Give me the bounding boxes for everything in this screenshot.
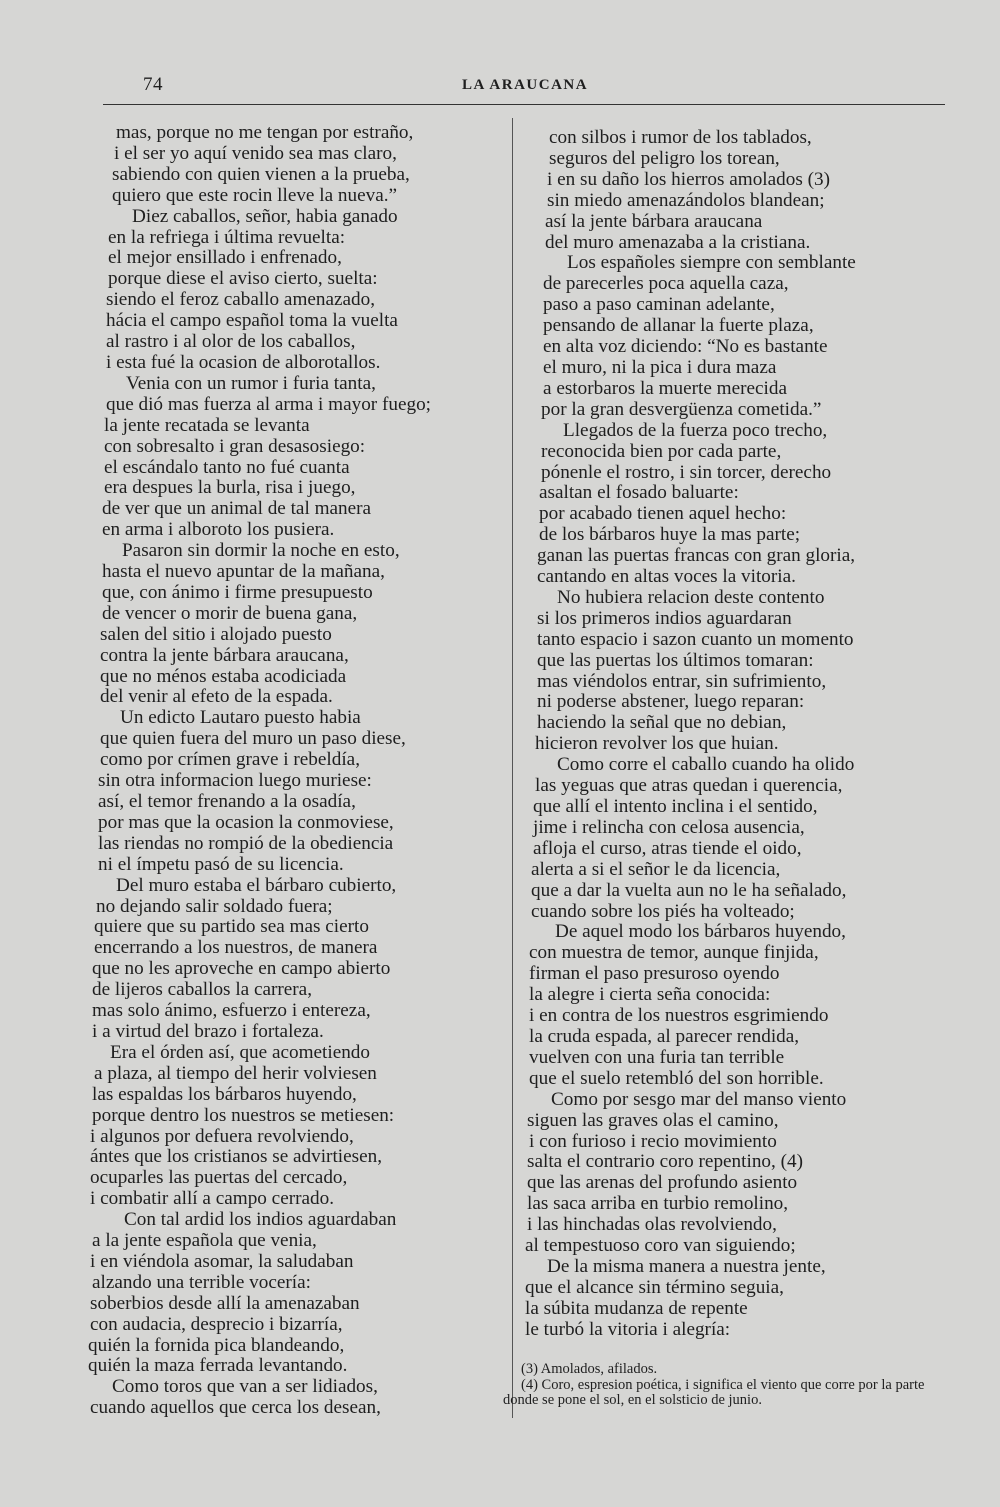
verse-line: que no les aproveche en campo abierto — [92, 958, 391, 980]
verse-line: si los primeros indios aguardaran — [537, 607, 792, 629]
verse-line: cuando sobre los piés ha volteado; — [531, 900, 795, 922]
verse-line: haciendo la señal que no debian, — [537, 712, 787, 734]
verse-line: que las arenas del profundo asiento — [527, 1172, 798, 1194]
verse-line: ni el ímpetu pasó de su licencia. — [98, 853, 344, 875]
verse-line: de ver que un animal de tal manera — [102, 498, 372, 520]
verse-line: porque diese el aviso cierto, suelta: — [108, 268, 378, 290]
verse-line: al rastro i al olor de los caballos, — [106, 331, 356, 353]
verse-line: la súbita mudanza de repente — [525, 1297, 748, 1319]
verse-line: Del muro estaba el bárbaro cubierto, — [116, 874, 397, 896]
verse-line: De la misma manera a nuestra jente, — [547, 1255, 826, 1277]
verse-line: encerrando a los nuestros, de manera — [94, 937, 378, 959]
verse-line: que el suelo retembló del son horrible. — [529, 1067, 824, 1089]
verse-line: que quien fuera del muro un paso diese, — [100, 728, 406, 750]
verse-line: sin otra informacion luego muriese: — [98, 770, 372, 792]
verse-line: que las puertas los últimos tomaran: — [537, 649, 814, 671]
verse-line: por acabado tienen aquel hecho: — [539, 503, 787, 525]
verse-line: las yeguas que atras quedan i querencia, — [535, 775, 843, 797]
verse-line: i las hinchadas olas revolviendo, — [527, 1214, 777, 1236]
verse-line: Con tal ardid los indios aguardaban — [124, 1209, 397, 1231]
verse-line: Venia con un rumor i furia tanta, — [126, 372, 376, 394]
verse-line: que no ménos estaba acodiciada — [100, 665, 347, 687]
verse-line: cantando en altas voces la vitoria. — [537, 566, 796, 588]
verse-line: i el ser yo aquí venido sea mas claro, — [114, 142, 397, 164]
verse-line: Como por sesgo mar del manso viento — [551, 1088, 847, 1110]
verse-line: en alta voz diciendo: “No es bastante — [543, 336, 828, 358]
verse-line: el mejor ensillado i enfrenado, — [108, 247, 342, 269]
verse-line: mas, porque no me tengan por estraño, — [116, 122, 414, 143]
verse-line: que, con ánimo i firme presupuesto — [102, 581, 373, 603]
header-rule — [103, 104, 945, 105]
verse-line: ántes que los cristianos se advirtiesen, — [90, 1146, 383, 1168]
verse-line: quiere que su partido sea mas cierto — [94, 916, 369, 938]
verse-line: de parecerles poca aquella caza, — [543, 273, 789, 295]
verse-line: con silbos i rumor de los tablados, — [549, 127, 812, 148]
verse-line: quién la maza ferrada levantando. — [88, 1355, 348, 1377]
running-head: LA ARAUCANA — [462, 77, 589, 93]
verse-line: de vencer o morir de buena gana, — [102, 602, 358, 624]
verse-line: quién la fornida pica blandeando, — [88, 1334, 345, 1356]
verse-line: que dió mas fuerza al arma i mayor fuego; — [106, 393, 431, 415]
verse-line: las riendas no rompió de la obediencia — [98, 832, 394, 854]
verse-line: de los bárbaros huye la mas parte; — [539, 524, 801, 546]
verse-line: la jente recatada se levanta — [104, 414, 310, 436]
verse-line: la cruda espada, al parecer rendida, — [529, 1025, 800, 1047]
verse-line: de lijeros caballos la carrera, — [92, 979, 313, 1001]
right-column — [505, 128, 905, 1341]
verse-line: no dejando salir soldado fuera; — [96, 895, 333, 917]
verse-line: porque dentro los nuestros se metiesen: — [92, 1104, 395, 1126]
verse-line: Diez caballos, señor, habia ganado — [132, 205, 398, 227]
verse-line: las espaldas los bárbaros huyendo, — [92, 1083, 357, 1105]
footnotes — [503, 1362, 928, 1409]
verse-line: hicieron revolver los que huian. — [535, 733, 779, 755]
verse-line: con audacia, desprecio i bizarría, — [90, 1313, 343, 1335]
verse-line: i combatir allí a campo cerrado. — [90, 1188, 334, 1210]
verse-line: paso a paso caminan adelante, — [543, 294, 775, 316]
verse-line: alerta a si el señor le da licencia, — [531, 858, 781, 880]
verse-line: en la refriega i última revuelta: — [108, 226, 346, 248]
verse-line: las saca arriba en turbio remolino, — [527, 1193, 789, 1215]
page-number: 74 — [143, 74, 163, 95]
verse-line: Como toros que van a ser lidiados, — [112, 1376, 378, 1398]
verse-line: asaltan el fosado baluarte: — [539, 482, 739, 504]
verse-line: sabiendo con quien vienen a la prueba, — [112, 163, 410, 185]
verse-line: la alegre i cierta seña conocida: — [529, 984, 771, 1006]
verse-line: mas solo ánimo, esfuerzo i entereza, — [92, 1000, 371, 1022]
verse-line: pensando de allanar la fuerte plaza, — [543, 315, 814, 337]
verse-line: le turbó la vitoria i alegría: — [525, 1318, 731, 1340]
verse-line: i en viéndola asomar, la saludaban — [90, 1250, 354, 1272]
verse-line: i con furioso i recio movimiento — [529, 1130, 777, 1152]
verse-line: soberbios desde allí la amenazaban — [90, 1292, 360, 1314]
verse-line: Los españoles siempre con semblante — [567, 252, 856, 274]
verse-line: mas viéndolos entrar, sin sufrimiento, — [537, 670, 827, 692]
verse-line: hácia el campo español toma la vuelta — [106, 310, 398, 332]
verse-line: hasta el nuevo apuntar de la mañana, — [102, 561, 385, 583]
verse-line: Era el órden así, que acometiendo — [110, 1041, 370, 1063]
verse-line: tanto espacio i sazon cuanto un momento — [537, 628, 854, 650]
verse-line: reconocida bien por cada parte, — [541, 440, 782, 462]
verse-line: cuando aquellos que cerca los desean, — [90, 1397, 381, 1419]
verse-line: i algunos por defuera revolviendo, — [90, 1125, 354, 1147]
verse-line: por mas que la ocasion la conmoviese, — [98, 811, 394, 833]
verse-line: en arma i alboroto los pusiera. — [102, 519, 335, 541]
verse-line: por la gran desvergüenza cometida.” — [541, 398, 822, 420]
verse-line: quiero que este rocin lleve la nueva.” — [112, 184, 398, 206]
verse-line: Un edicto Lautaro puesto habia — [120, 707, 361, 729]
verse-line: contra la jente bárbara araucana, — [100, 644, 349, 666]
verse-line: a plaza, al tiempo del herir volviesen — [94, 1062, 377, 1084]
verse-line: que el alcance sin término seguia, — [525, 1276, 784, 1298]
verse-line: siendo el feroz caballo amenazado, — [106, 289, 376, 311]
verse-line: Pasaron sin dormir la noche en esto, — [122, 540, 400, 562]
verse-line: a la jente española que venia, — [92, 1230, 317, 1252]
verse-line: ocuparles las puertas del cercado, — [90, 1167, 348, 1189]
verse-line: con sobresalto i gran desasosiego: — [104, 435, 366, 457]
footnote: (4) Coro, espresion poética, i significa el viento que corre por la parte donde se pone el sol, en el solsticio de junio. — [503, 1376, 925, 1408]
verse-line: salta el contrario coro repentino, (4) — [527, 1151, 803, 1173]
left-column — [78, 123, 498, 1419]
verse-line: De aquel modo los bárbaros huyendo, — [555, 921, 846, 943]
verse-line: el muro, ni la pica i dura maza — [543, 356, 777, 378]
verse-line: a estorbaros la muerte merecida — [543, 377, 787, 399]
verse-line: así la jente bárbara araucana — [545, 210, 763, 232]
verse-line: alzando una terrible vocería: — [92, 1271, 311, 1293]
footnote: (3) Amolados, afilados. — [521, 1361, 658, 1377]
verse-line: el escándalo tanto no fué cuanta — [104, 456, 350, 478]
verse-line: así, el temor frenando a la osadía, — [98, 791, 356, 812]
verse-line: No hubiera relacion deste contento — [557, 586, 825, 608]
verse-line: seguros del peligro los torean, — [549, 147, 780, 169]
verse-line: sin miedo amenazándolos blandean; — [547, 189, 825, 211]
verse-line: vuelven con una furia tan terrible — [529, 1046, 785, 1068]
verse-line: jime i relincha con celosa ausencia, — [533, 816, 805, 838]
verse-line: Como corre el caballo cuando ha olido — [557, 754, 855, 776]
verse-line: del venir al efeto de la espada. — [100, 686, 333, 708]
verse-line: i en su daño los hierros amolados (3) — [547, 168, 830, 190]
verse-line: era despues la burla, risa i juego, — [104, 477, 356, 499]
verse-line: del muro amenazaba a la cristiana. — [545, 231, 811, 253]
verse-line: i esta fué la ocasion de alborotallos. — [106, 351, 381, 373]
verse-line: siguen las graves olas el camino, — [527, 1109, 779, 1131]
verse-line: salen del sitio i alojado puesto — [100, 623, 332, 645]
verse-line: Llegados de la fuerza poco trecho, — [563, 419, 828, 441]
verse-line: afloja el curso, atras tiende el oido, — [533, 837, 802, 859]
verse-line: pónenle el rostro, i sin torcer, derecho — [541, 461, 832, 483]
verse-line: como por crímen grave i rebeldía, — [100, 749, 360, 771]
verse-line: que a dar la vuelta aun no le ha señalado, — [531, 879, 847, 901]
verse-line: i a virtud del brazo i fortaleza. — [92, 1020, 324, 1042]
verse-line: ganan las puertas francas con gran gloria, — [537, 545, 856, 567]
verse-line: firman el paso presuroso oyendo — [529, 963, 780, 985]
verse-line: i en contra de los nuestros esgrimiendo — [529, 1005, 829, 1027]
verse-line: que allí el intento inclina i el sentido, — [533, 796, 818, 817]
verse-line: ni poderse abstener, luego reparan: — [537, 691, 805, 713]
verse-line: al tempestuoso coro van siguiendo; — [525, 1235, 796, 1257]
verse-line: con muestra de temor, aunque finjida, — [529, 942, 819, 964]
